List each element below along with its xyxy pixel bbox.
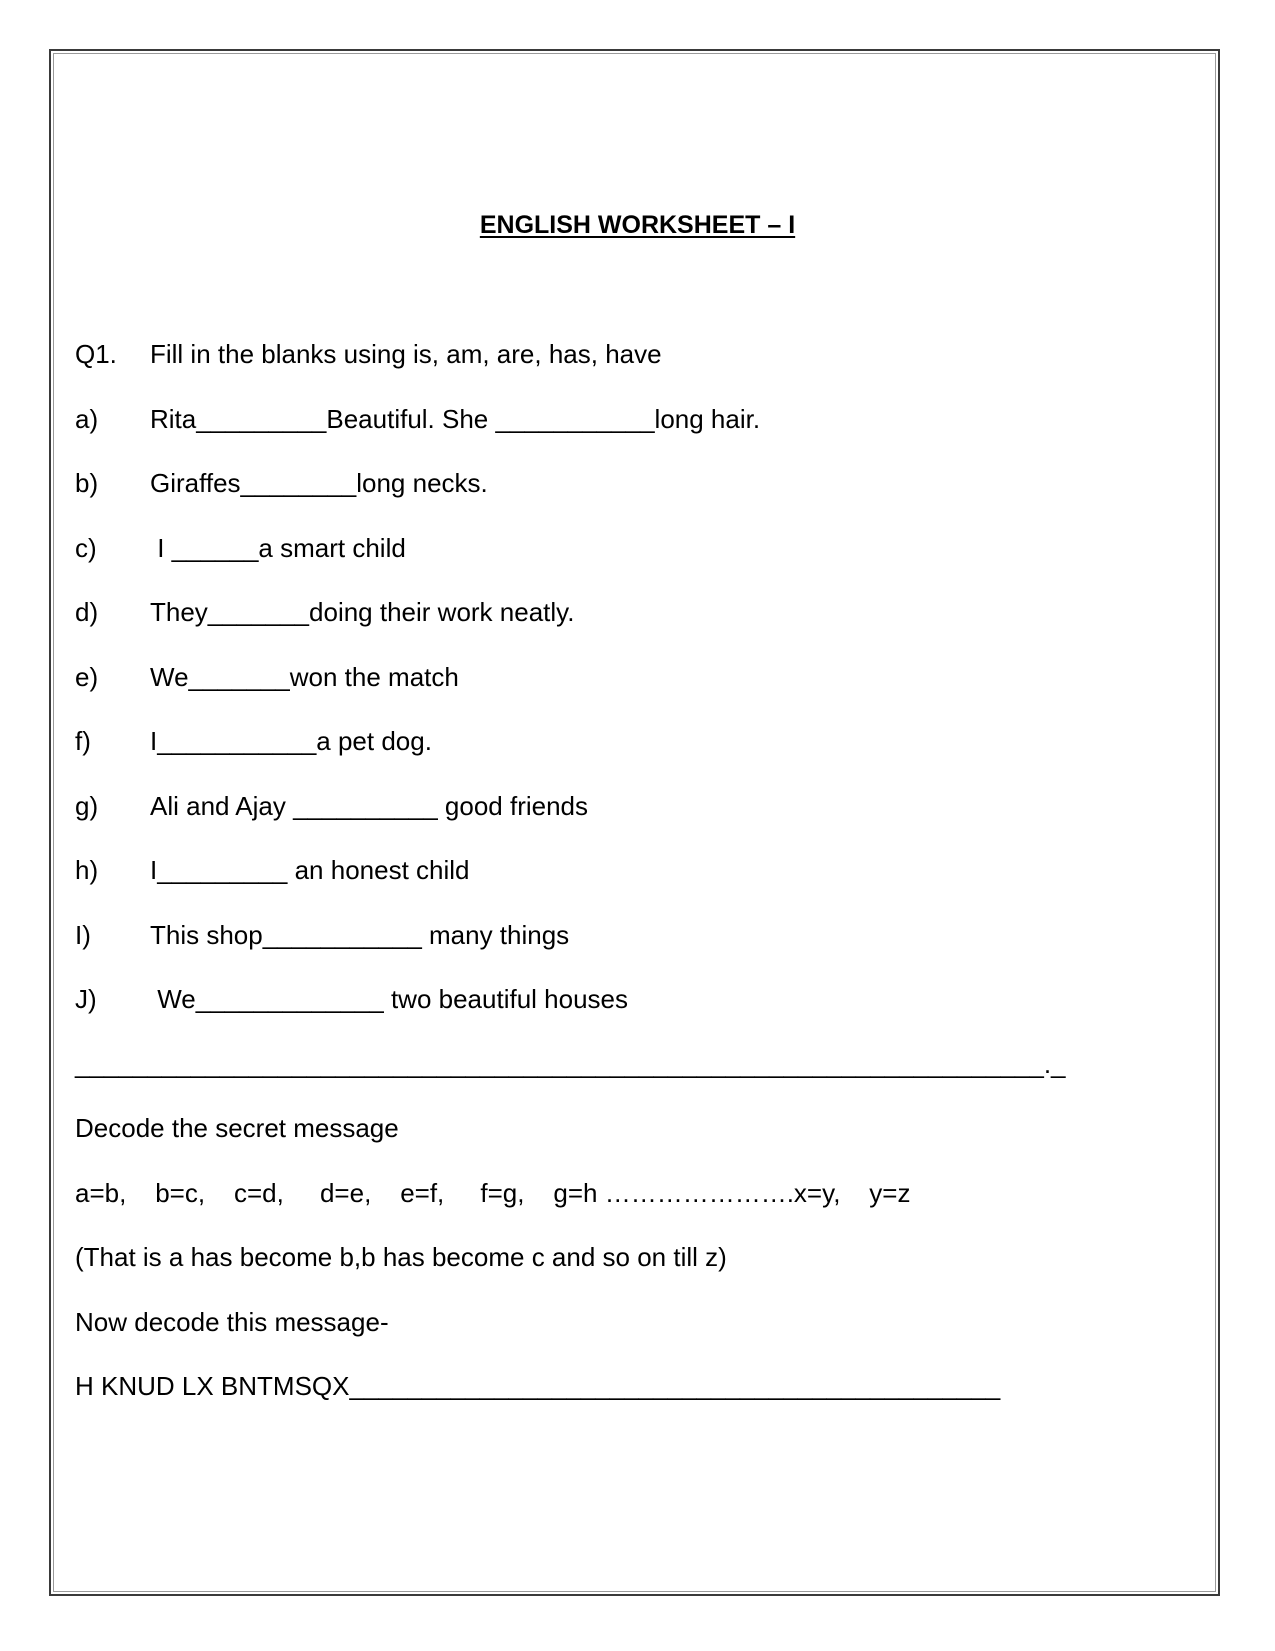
item-text-b: Giraffes________long necks.	[150, 468, 488, 498]
section-separator: ___________________________________________________________________._	[75, 1049, 1066, 1079]
item-label-f: f)	[75, 726, 91, 756]
item-label-g: g)	[75, 791, 99, 821]
item-label-c: c)	[75, 533, 97, 563]
item-text-h: I_________ an honest child	[150, 855, 470, 885]
item-text-a: Rita_________Beautiful. She ___________long hair.	[150, 404, 761, 434]
item-label-j: J)	[75, 984, 97, 1014]
item-label-i: I)	[75, 920, 91, 950]
item-text-g: Ali and Ajay __________ good friends	[150, 791, 589, 821]
item-label-e: e)	[75, 662, 99, 692]
cipher-key: a=b, b=c, c=d, d=e, e=f, f=g, g=h ………………….x=y, y=z	[75, 1178, 911, 1208]
item-label-h: h)	[75, 855, 99, 885]
item-text-j: We_____________ two beautiful houses	[150, 984, 629, 1014]
cipher-explanation: (That is a has become b,b has become c and so on till z)	[75, 1242, 727, 1272]
encoded-message-answer-line: H KNUD LX BNTMSQX_____________________________________________	[75, 1371, 1001, 1401]
item-label-b: b)	[75, 468, 99, 498]
item-text-e: We_______won the match	[150, 662, 459, 692]
item-text-f: I___________a pet dog.	[150, 726, 432, 756]
item-text-i: This shop___________ many things	[150, 920, 570, 950]
worksheet-title	[0, 208, 1275, 242]
worksheet-title-text: ENGLISH WORKSHEET – I	[479, 211, 796, 239]
item-label-d: d)	[75, 597, 99, 627]
item-text-d: They_______doing their work neatly.	[150, 597, 575, 627]
decode-heading: Decode the secret message	[75, 1113, 399, 1143]
item-text-c: I ______a smart child	[150, 533, 406, 563]
question-instruction: Fill in the blanks using is, am, are, has, have	[150, 339, 662, 369]
question-number: Q1.	[75, 339, 117, 369]
decode-prompt: Now decode this message-	[75, 1307, 389, 1337]
item-label-a: a)	[75, 404, 99, 434]
